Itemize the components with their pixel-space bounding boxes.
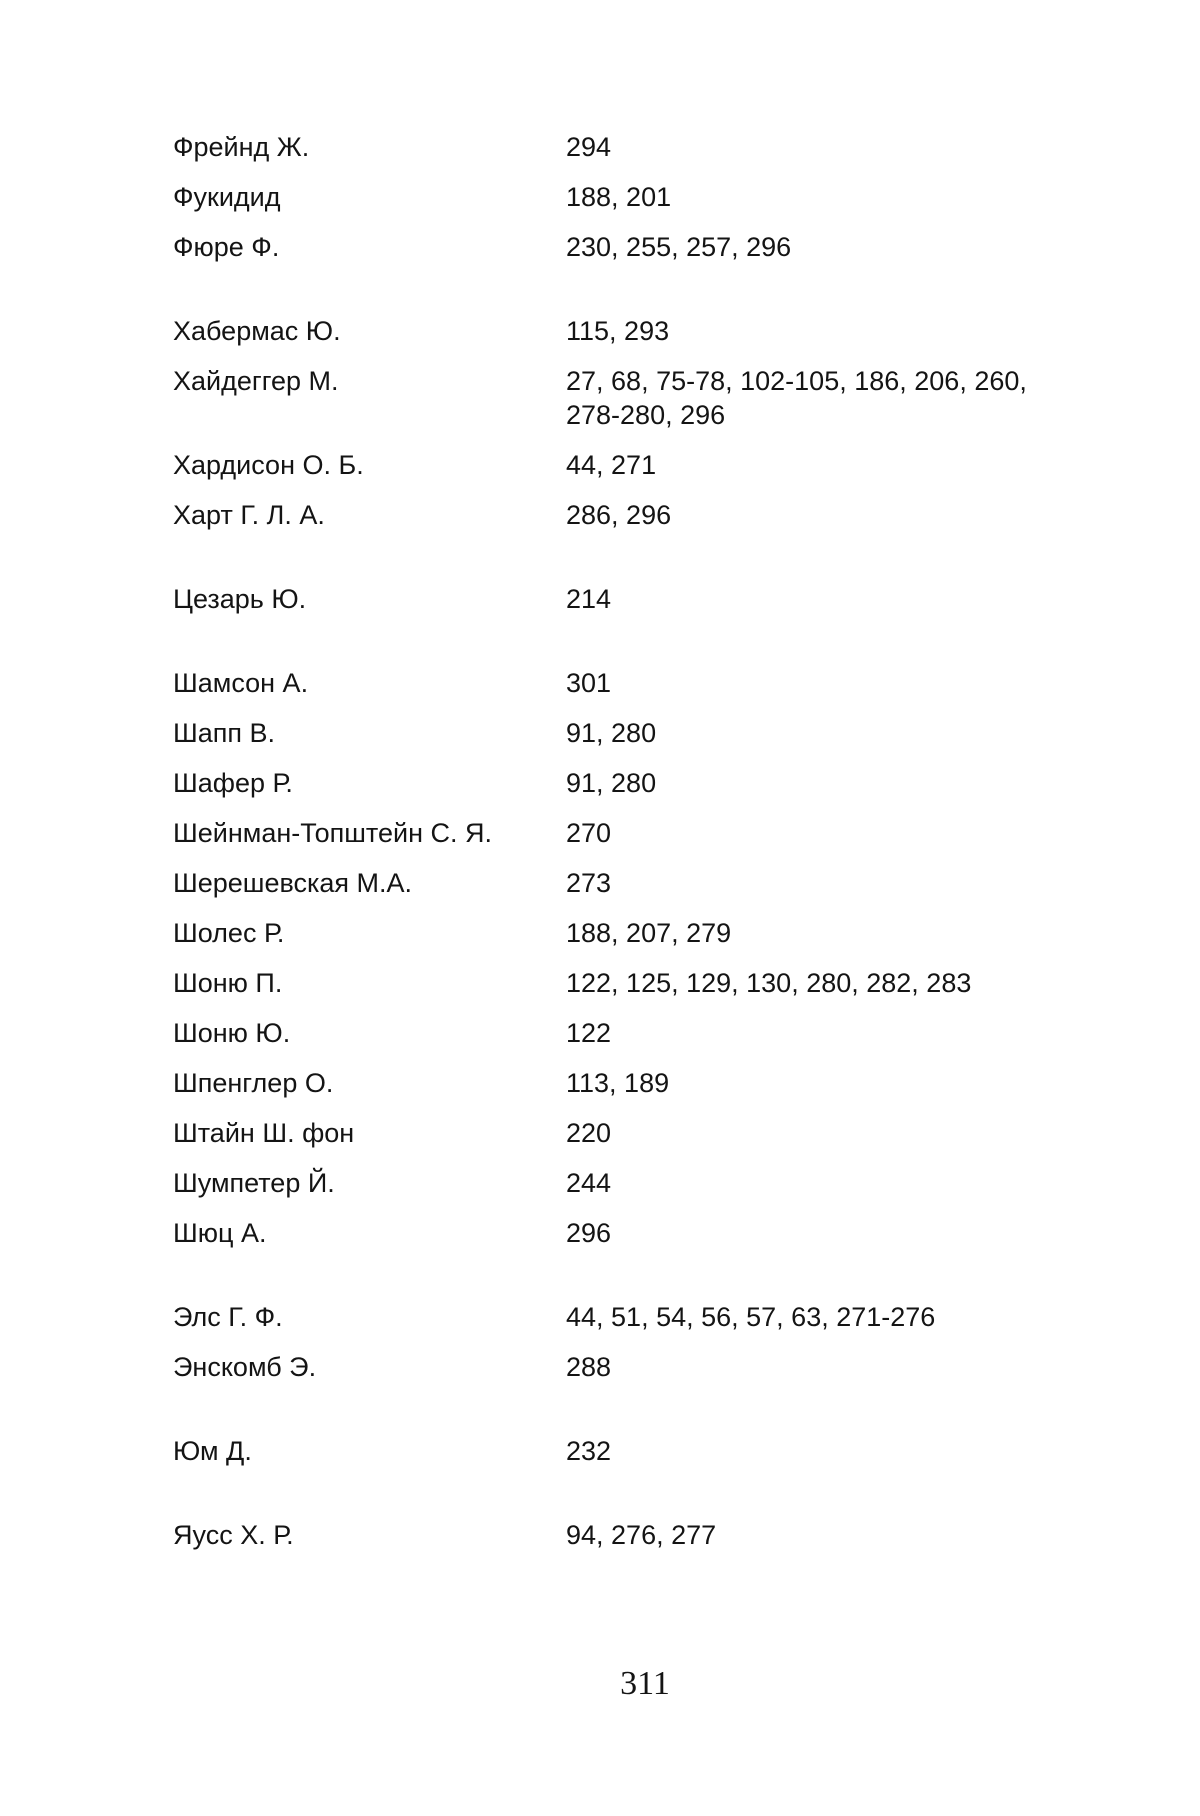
page-number: 311 <box>620 1665 670 1702</box>
entry-name: Хайдеггер М. <box>173 366 339 396</box>
index-entry <box>173 364 1073 432</box>
index-group-e <box>173 1300 1073 1384</box>
index-entry <box>173 180 1073 214</box>
entry-pages: 286, 296 <box>566 500 672 530</box>
index-entry <box>173 230 1073 264</box>
entry-pages: 188, 207, 279 <box>566 918 732 948</box>
entry-pages: 91, 280 <box>566 768 657 798</box>
index-entry <box>173 816 1073 850</box>
entry-name: Шамсон А. <box>173 668 309 698</box>
entry-name: Шоню Ю. <box>173 1018 291 1048</box>
entry-name: Яусс Х. Р. <box>173 1520 294 1550</box>
entry-pages: 27, 68, 75-78, 102-105, 186, 206, 260, 278-280, 296 <box>566 366 1027 430</box>
index-group-ts <box>173 582 1073 616</box>
entry-pages: 113, 189 <box>566 1068 670 1098</box>
index-entry <box>173 314 1073 348</box>
entry-name: Хабермас Ю. <box>173 316 341 346</box>
entry-pages: 122 <box>566 1018 612 1048</box>
index-entry <box>173 966 1073 1000</box>
entry-name: Харт Г. Л. А. <box>173 500 325 530</box>
index-group-ya <box>173 1518 1073 1552</box>
entry-pages: 244 <box>566 1168 612 1198</box>
index-group-kh <box>173 314 1073 532</box>
entry-pages: 288 <box>566 1352 612 1382</box>
entry-pages: 94, 276, 277 <box>566 1520 717 1550</box>
entry-pages: 296 <box>566 1218 612 1248</box>
entry-name: Шолес Р. <box>173 918 285 948</box>
index-entry <box>173 1016 1073 1050</box>
entry-name: Фюре Ф. <box>173 232 280 262</box>
entry-name: Юм Д. <box>173 1436 252 1466</box>
entry-name: Энскомб Э. <box>173 1352 317 1382</box>
index-entry <box>173 666 1073 700</box>
index-group-f <box>173 130 1073 264</box>
index-entry <box>173 766 1073 800</box>
index-entry <box>173 716 1073 750</box>
index-entry <box>173 866 1073 900</box>
entry-pages: 294 <box>566 132 612 162</box>
entry-pages: 232 <box>566 1436 612 1466</box>
index-entry <box>173 498 1073 532</box>
entry-name: Шпенглер О. <box>173 1068 334 1098</box>
index-entry <box>173 1216 1073 1250</box>
index-entry <box>173 130 1073 164</box>
index-entry <box>173 1116 1073 1150</box>
index-entry <box>173 1434 1073 1468</box>
index-entry <box>173 448 1073 482</box>
entry-pages: 230, 255, 257, 296 <box>566 232 792 262</box>
entry-pages: 301 <box>566 668 612 698</box>
entry-pages: 270 <box>566 818 612 848</box>
index-entry <box>173 1166 1073 1200</box>
entry-name: Фукидид <box>173 182 281 212</box>
entry-name: Шюц А. <box>173 1218 267 1248</box>
index-entry <box>173 1066 1073 1100</box>
index-group-yu <box>173 1434 1073 1468</box>
entry-pages: 273 <box>566 868 612 898</box>
entry-name: Шумпетер Й. <box>173 1168 335 1198</box>
entry-pages: 122, 125, 129, 130, 280, 282, 283 <box>566 968 972 998</box>
entry-name: Шапп В. <box>173 718 276 748</box>
entry-name: Шоню П. <box>173 968 283 998</box>
entry-name: Фрейнд Ж. <box>173 132 310 162</box>
name-index <box>173 130 1073 1568</box>
entry-pages: 214 <box>566 584 612 614</box>
entry-pages: 91, 280 <box>566 718 657 748</box>
index-entry <box>173 1350 1073 1384</box>
index-entry <box>173 1518 1073 1552</box>
entry-name: Хардисон О. Б. <box>173 450 364 480</box>
entry-name: Цезарь Ю. <box>173 584 307 614</box>
entry-pages: 44, 271 <box>566 450 657 480</box>
entry-name: Элс Г. Ф. <box>173 1302 283 1332</box>
entry-pages: 44, 51, 54, 56, 57, 63, 271-276 <box>566 1302 936 1332</box>
entry-pages: 220 <box>566 1118 612 1148</box>
index-entry <box>173 1300 1073 1334</box>
entry-name: Штайн Ш. фон <box>173 1118 355 1148</box>
index-entry <box>173 916 1073 950</box>
entry-name: Шейнман-Топштейн С. Я. <box>173 818 492 848</box>
index-group-sh <box>173 666 1073 1250</box>
entry-name: Шерешевская М.А. <box>173 868 413 898</box>
index-entry <box>173 582 1073 616</box>
entry-pages: 115, 293 <box>566 316 670 346</box>
entry-pages: 188, 201 <box>566 182 672 212</box>
entry-name: Шафер Р. <box>173 768 293 798</box>
